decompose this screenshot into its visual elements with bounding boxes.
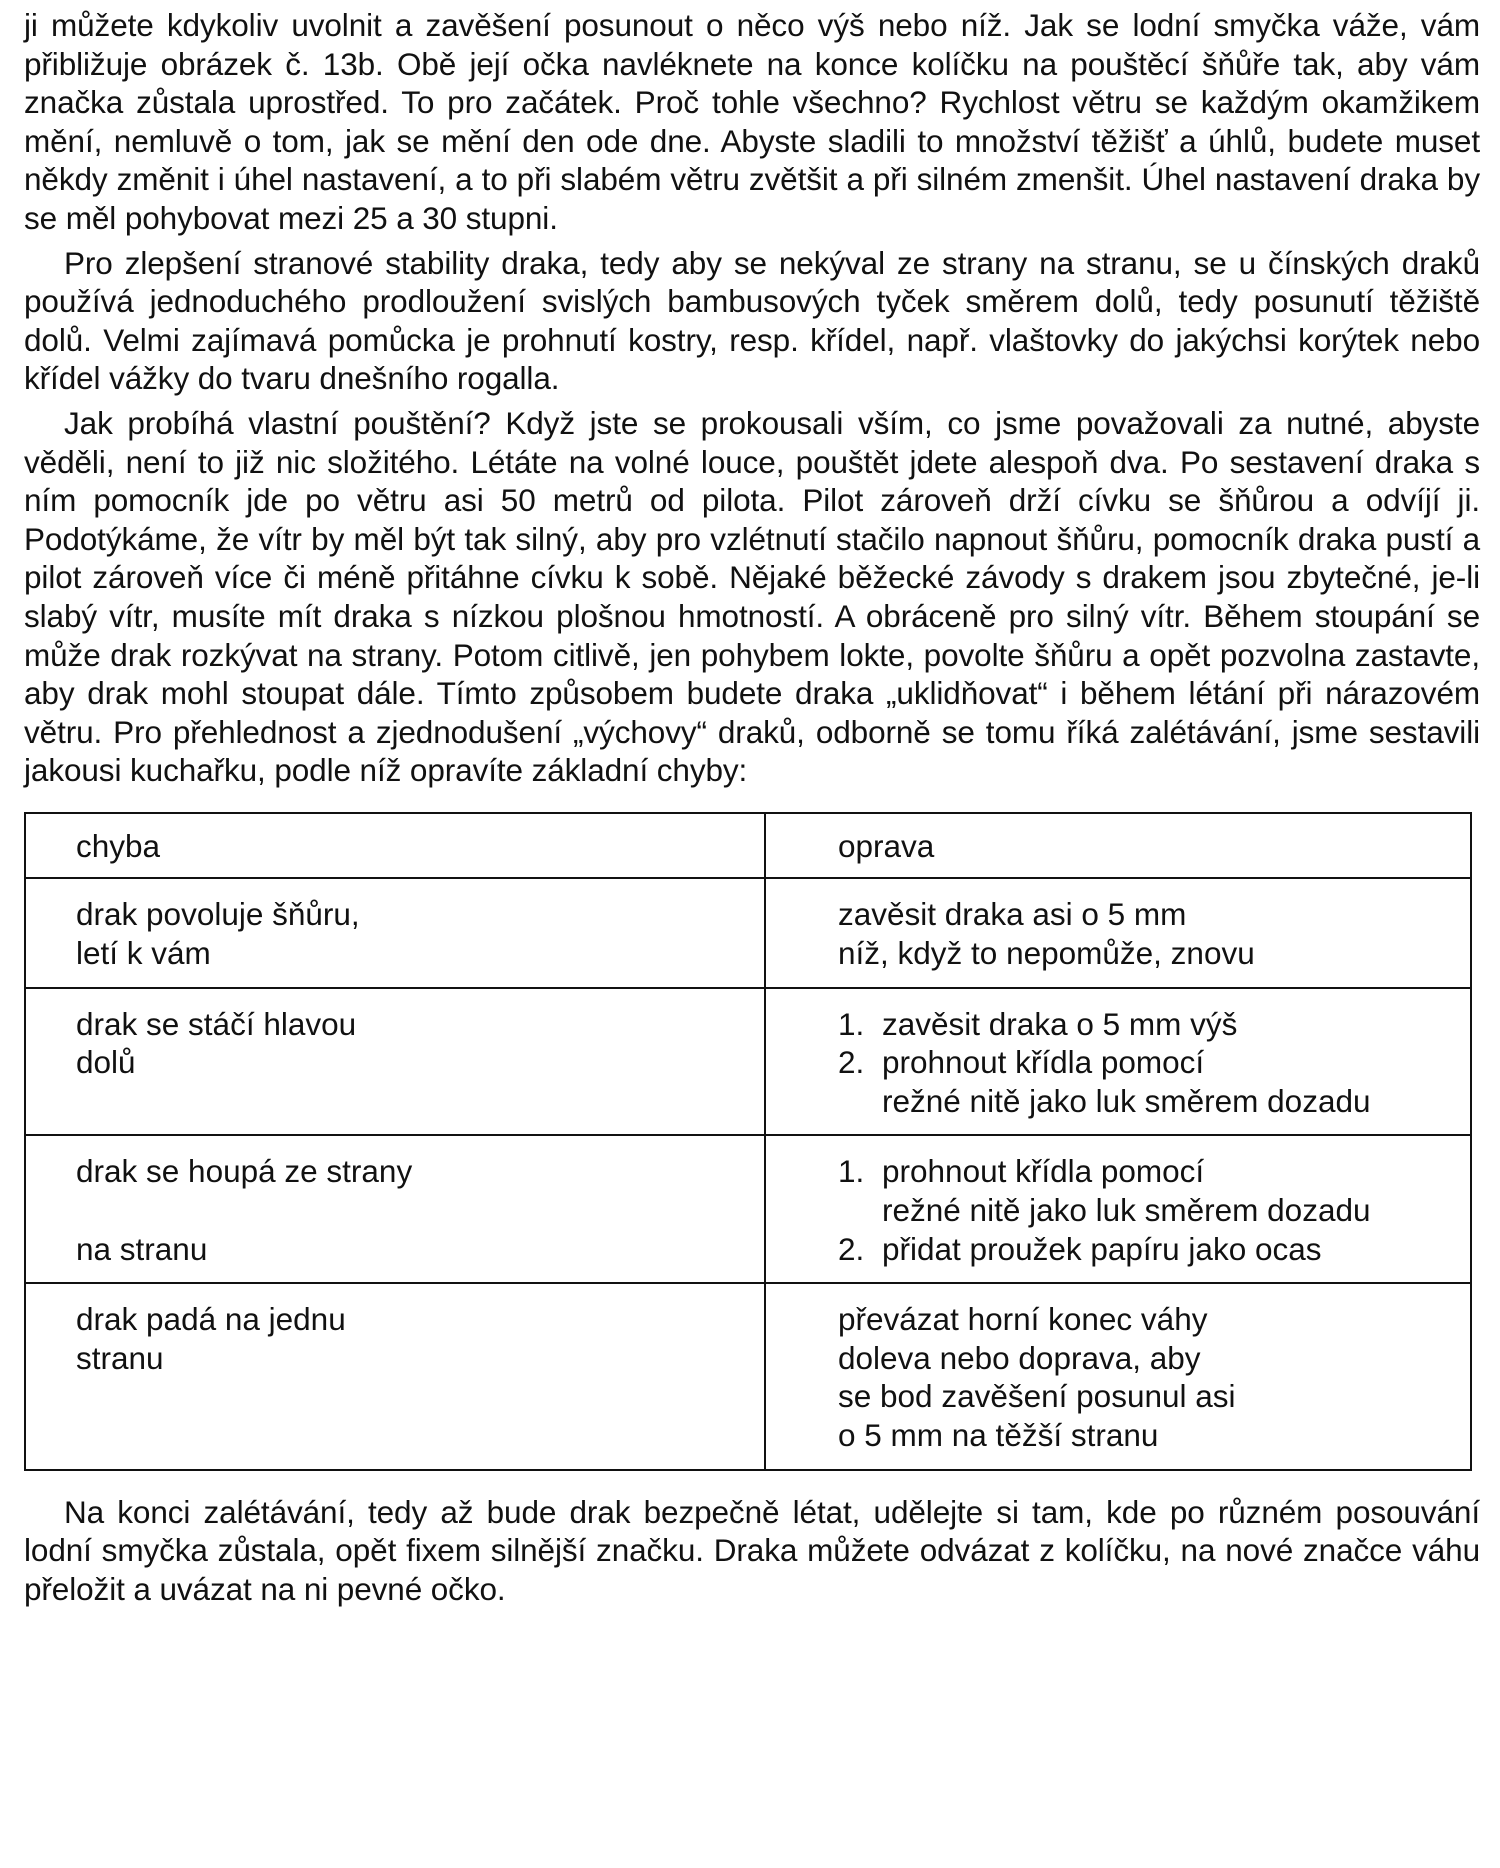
fix-list: [838, 1152, 1470, 1268]
item-number: 1.: [838, 1005, 865, 1042]
cell-line: drak povoluje šňůru,: [76, 896, 360, 933]
cell-spacer: [76, 1191, 764, 1230]
cell-line: níž, když to nepomůže, znovu: [838, 935, 1255, 972]
cell-line: drak se houpá ze strany: [76, 1153, 413, 1190]
cell-line: drak padá na jednu: [76, 1301, 346, 1338]
cell-line: drak se stáčí hlavou: [76, 1005, 357, 1042]
paragraph-closing: Na konci zalétávání, tedy až bude drak bezpečně létat, udělejte si tam, kde po různém posouvání lodní smyčka zůstala, opět fixem silnější značku. Draka můžete odvázat z kolíčku, na nové značce váhu přeložit a uvázat na ni pevné očko.: [24, 1493, 1480, 1607]
document-page: [24, 6, 1480, 1608]
cell-line: letí k vám: [76, 935, 211, 972]
cell-oprava: [765, 1283, 1471, 1469]
table-header-row: [25, 813, 1471, 879]
cell-line: převázat horní konec váhy: [838, 1301, 1208, 1338]
table-row: [25, 1135, 1471, 1283]
item-number: 2.: [838, 1230, 865, 1267]
list-item: [838, 1230, 1470, 1269]
cell-line: o 5 mm na těžší stranu: [838, 1417, 1159, 1453]
cell-line: režné nitě jako luk směrem dozadu: [882, 1192, 1371, 1229]
cell-chyba: [25, 1135, 765, 1283]
cell-line: dolů: [76, 1044, 136, 1081]
cell-line: stranu: [76, 1339, 164, 1376]
paragraph-stability: Pro zlepšení stranové stability draka, tedy aby se nekýval ze strany na stranu, se u čínských draků používá jednoduchého prodloužení svislých bambusových tyček směrem dolů, tedy posunutí těžiště dolů. Velmi zajímavá pomůcka je prohnutí kostry, resp. křídel, např. vlaštovky do jakýchsi korýtek nebo křídel vážky do tvaru dnešního rogalla.: [24, 244, 1480, 397]
cell-chyba: [25, 988, 765, 1136]
list-item: [838, 1043, 1470, 1120]
cell-oprava: [765, 988, 1471, 1136]
cell-line: režné nitě jako luk směrem dozadu: [882, 1082, 1371, 1119]
cell-line: přidat proužek papíru jako ocas: [882, 1230, 1322, 1267]
table-row: [25, 878, 1471, 987]
paragraph-continuation: ji můžete kdykoliv uvolnit a zavěšení posunout o něco výš nebo níž. Jak se lodní smyčka váže, vám přibližuje obrázek č. 13b. Obě její očka navléknete na konce kolíčku na pouštěcí šňůře tak, aby vám značka zůstala uprostřed. To pro začátek. Proč tohle všechno? Rychlost větru se každým okamžikem mění, nemluvě o tom, jak se mění den ode dne. Abyste sladili to množství těžišť a úhlů, budete muset někdy změnit i úhel nastavení, a to při slabém větru zvětšit a při silném zmenšit. Úhel nastavení draka by se měl pohybovat mezi 25 a 30 stupni.: [24, 7, 1480, 236]
cell-chyba: [25, 878, 765, 987]
cell-line: zavěsit draka asi o 5 mm: [838, 896, 1187, 933]
table-row: [25, 1283, 1471, 1469]
table-row: [25, 988, 1471, 1136]
item-number: 2.: [838, 1044, 865, 1081]
cell-line: zavěsit draka o 5 mm výš: [882, 1005, 1238, 1042]
item-number: 1.: [838, 1153, 865, 1190]
cell-line: se bod zavěšení posunul asi: [838, 1378, 1236, 1415]
paragraph-launching: Jak probíhá vlastní pouštění? Když jste se prokousali vším, co jsme považovali za nutné, abyste věděli, není to již nic složitého. Létáte na volné louce, pouštět jdete alespoň dva. Po sestavení draka s ním pomocník jde po větru asi 50 metrů od pilota. Pilot zároveň drží cívku se šňůrou a odvíjí ji. Podotýkáme, že vítr by měl být tak silný, aby pro vzlétnutí stačilo napnout šňůru, pomocník draka pustí a pilot zároveň více či méně přitáhne cívku k sobě. Nějaké běžecké závody s drakem jsou zbytečné, je-li slabý vítr, musíte mít draka s nízkou plošnou hmotností. A obráceně pro silný vítr. Během stoupání se může drak rozkývat na strany. Potom citlivě, jen pohybem lokte, povolte šňůru a opět pozvolna zastavte, aby drak mohl stoupat dále. Tímto způsobem budete draka „uklidňovat“ i během létání při nárazovém větru. Pro přehlednost a zjednodušení „výchovy“ draků, odborně se tomu říká zalétávání, jsme sestavili jakousi kuchařku, podle níž opravíte základní chyby:: [24, 404, 1480, 789]
list-item: [838, 1005, 1470, 1044]
cell-line: prohnout křídla pomocí: [882, 1044, 1205, 1081]
troubleshooting-table: [24, 812, 1472, 1471]
header-oprava: oprava: [765, 813, 1471, 879]
header-chyba: chyba: [25, 813, 765, 879]
cell-oprava: [765, 1135, 1471, 1283]
cell-line: na stranu: [76, 1230, 208, 1267]
list-item: [838, 1152, 1470, 1229]
cell-chyba: [25, 1283, 765, 1469]
cell-oprava: [765, 878, 1471, 987]
fix-list: [838, 1005, 1470, 1121]
cell-line: prohnout křídla pomocí: [882, 1153, 1205, 1190]
cell-line: doleva nebo doprava, aby: [838, 1339, 1201, 1376]
